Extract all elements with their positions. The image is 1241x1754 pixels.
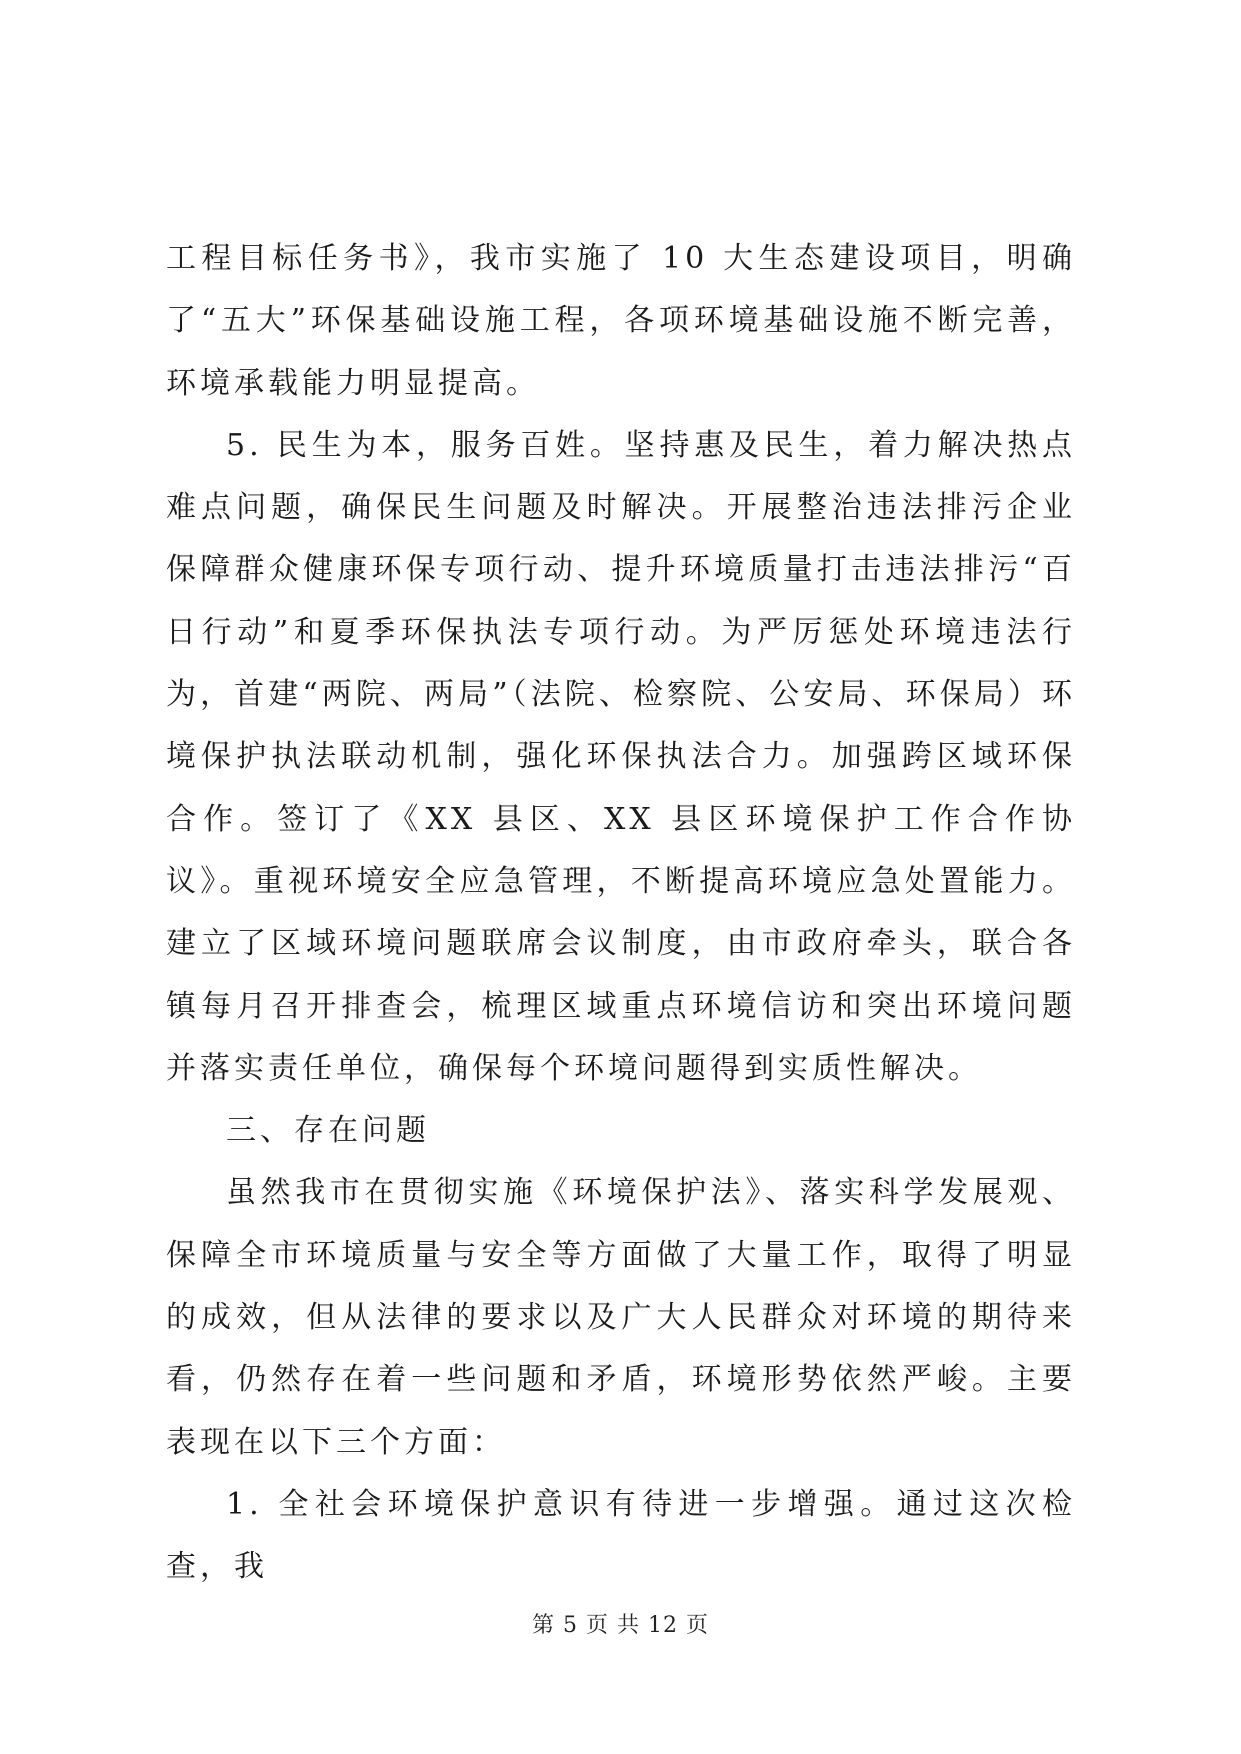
section-heading: 三、存在问题 (226, 1113, 430, 1149)
document-body (166, 228, 1076, 1599)
page-number-footer: 第 5 页 共 12 页 (532, 1613, 709, 1638)
paragraph-item-5: 5. 民生为本，服务百姓。坚持惠及民生，着力解决热点难点问题，确保民生问题及时解决。开展整治违法排污企业保障群众健康环保专项行动、提升环境质量打击违法排污“百日行动”和夏季环保执法专项行动。为严厉惩处环境违法行为，首建“两院、两局”（法院、检察院、公安局、环保局）环境保护执法联动机制，强化环保执法合力。加强跨区域环保合作。签订了《XX 县区、XX 县区环境保护工作合作协议》。重视环境安全应急管理，不断提高环境应急处置能力。建立了区域环境问题联席会议制度，由市政府牵头，联合各镇每月召开排查会，梳理区域重点环境信访和突出环境问题并落实责任单位，确保每个环境问题得到实质性解决。 (166, 427, 1076, 1086)
paragraph-item-1: 1. 全社会环境保护意识有待进一步增强。通过这次检查，我 (166, 1486, 1076, 1585)
paragraph-problems-intro: 虽然我市在贯彻实施《环境保护法》、落实科学发展观、保障全市环境质量与安全等方面做了大量工作，取得了明显的成效，但从法律的要求以及广大人民群众对环境的期待来看，仍然存在着一些问题和矛盾，环境形势依然严峻。主要表现在以下三个方面： (166, 1175, 1076, 1460)
paragraph-continuation: 工程目标任务书》，我市实施了 10 大生态建设项目，明确了“五大”环保基础设施工程，各项环境基础设施不断完善，环境承载能力明显提高。 (166, 241, 1076, 401)
